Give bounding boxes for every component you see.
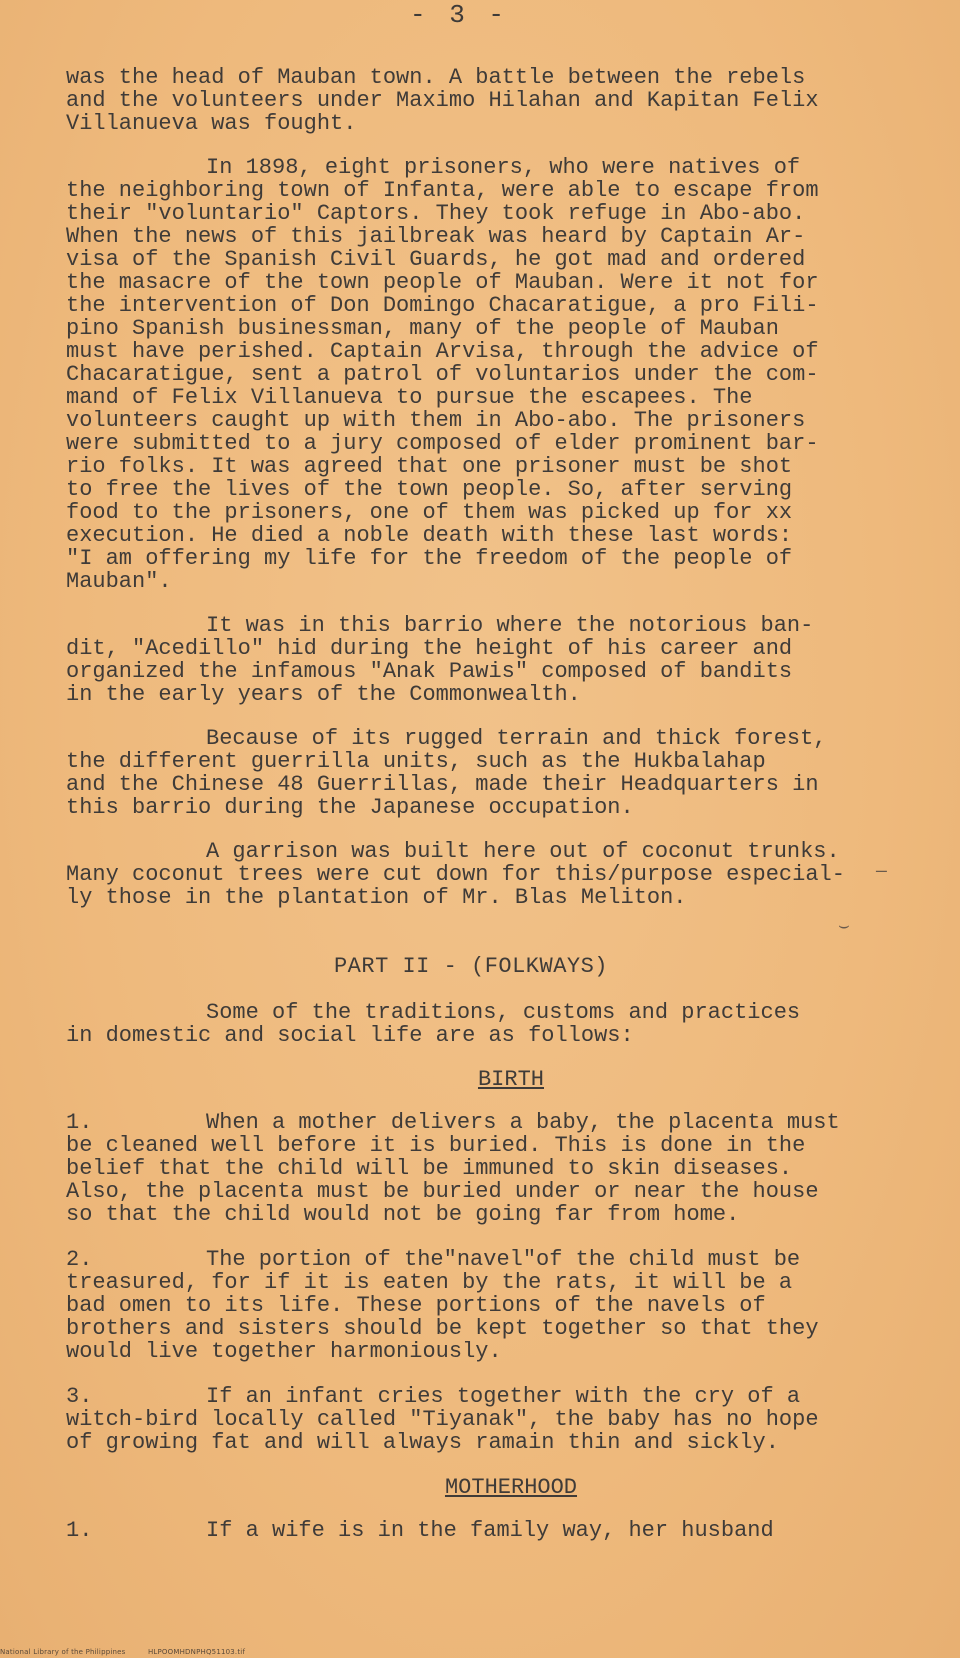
text-line: treasured, for if it is eaten by the rats, it will be a xyxy=(66,1270,793,1295)
text-line: witch-bird locally called "Tiyanak", the baby has no hope xyxy=(66,1407,819,1432)
text-line: volunteers caught up with them in Abo-abo. The prisoners xyxy=(66,408,806,433)
text-line: of growing fat and will always ramain thin and sickly. xyxy=(66,1430,779,1455)
text-line: and the volunteers under Maximo Hilahan and Kapitan Felix xyxy=(66,88,819,113)
text-line: ly those in the plantation of Mr. Blas Meliton. xyxy=(66,885,687,910)
item-number: 3. xyxy=(66,1384,93,1409)
text-line: mand of Felix Villanueva to pursue the escapees. The xyxy=(66,385,753,410)
text-line: was the head of Mauban town. A battle between the rebels xyxy=(66,65,806,90)
pen-mark: ⌣ xyxy=(838,917,850,937)
text-line: in domestic and social life are as follows: xyxy=(66,1023,634,1048)
item-number: 1. xyxy=(66,1518,93,1543)
text-line: In 1898, eight prisoners, who were natives of xyxy=(206,155,801,180)
text-line: pino Spanish businessman, many of the people of Mauban xyxy=(66,316,779,341)
text-line: in the early years of the Commonwealth. xyxy=(66,682,581,707)
list-item xyxy=(66,1385,896,1454)
text-line: When the news of this jailbreak was heard by Captain Ar- xyxy=(66,224,806,249)
list-item xyxy=(66,1519,896,1542)
footer-source: National Library of the Philippines xyxy=(0,1648,126,1656)
text-line: food to the prisoners, one of them was picked up for xx xyxy=(66,500,793,525)
paragraph xyxy=(66,156,896,593)
text-line: rio folks. It was agreed that one prisoner must be shot xyxy=(66,454,793,479)
section-heading-birth: BIRTH xyxy=(477,1067,544,1092)
section-heading-motherhood: MOTHERHOOD xyxy=(444,1475,578,1500)
text-line: When a mother delivers a baby, the placenta must xyxy=(206,1110,840,1135)
text-line: the neighboring town of Infanta, were able to escape from xyxy=(66,178,819,203)
text-line: Some of the traditions, customs and practices xyxy=(206,1000,801,1025)
paragraph xyxy=(66,840,896,909)
item-number: 1. xyxy=(66,1110,93,1135)
text-line: must have perished. Captain Arvisa, through the advice of xyxy=(66,339,819,364)
text-line: Many coconut trees were cut down for this/purpose especial- xyxy=(66,862,845,887)
text-line: Mauban". xyxy=(66,569,172,594)
text-line: It was in this barrio where the notorious ban- xyxy=(206,613,814,638)
text-line: would live together harmoniously. xyxy=(66,1339,502,1364)
text-line: Because of its rugged terrain and thick forest, xyxy=(206,726,827,751)
text-line: the different guerrilla units, such as the Hukbalahap xyxy=(66,749,766,774)
list-item xyxy=(66,1111,896,1226)
scan-footer xyxy=(0,1648,265,1656)
footer-filename: HLPOOMHDNPHQ51103.tif xyxy=(147,1648,246,1656)
text-line: If a wife is in the family way, her husband xyxy=(206,1518,774,1543)
text-line: execution. He died a noble death with these last words: xyxy=(66,523,793,548)
paragraph xyxy=(66,727,896,819)
document-body xyxy=(66,66,896,1564)
paragraph xyxy=(66,66,896,135)
text-line: "I am offering my life for the freedom of the people of xyxy=(66,546,793,571)
text-line: to free the lives of the town people. So, after serving xyxy=(66,477,793,502)
text-line: Chacaratigue, sent a patrol of voluntarios under the com- xyxy=(66,362,819,387)
text-line: The portion of the"navel"of the child must be xyxy=(206,1247,801,1272)
text-line: were submitted to a jury composed of elder prominent bar- xyxy=(66,431,819,456)
list-item xyxy=(66,1248,896,1363)
text-line: this barrio during the Japanese occupation. xyxy=(66,795,634,820)
pen-mark: — xyxy=(876,862,887,882)
text-line: belief that the child will be immuned to skin diseases. xyxy=(66,1156,793,1181)
text-line: If an infant cries together with the cry of a xyxy=(206,1384,801,1409)
text-line: bad omen to its life. These portions of the navels of xyxy=(66,1293,766,1318)
text-line: so that the child would not be going far from home. xyxy=(66,1202,740,1227)
text-line: organized the infamous "Anak Pawis" composed of bandits xyxy=(66,659,793,684)
page-number: - 3 - xyxy=(410,0,509,30)
text-line: A garrison was built here out of coconut trunks. xyxy=(206,839,840,864)
text-line: visa of the Spanish Civil Guards, he got mad and ordered xyxy=(66,247,806,272)
intro-paragraph xyxy=(66,1001,896,1047)
part-heading: PART II - (FOLKWAYS) xyxy=(333,954,609,979)
text-line: dit, "Acedillo" hid during the height of his career and xyxy=(66,636,793,661)
text-line: Villanueva was fought. xyxy=(66,111,357,136)
text-line: and the Chinese 48 Guerrillas, made their Headquarters in xyxy=(66,772,819,797)
text-line: the intervention of Don Domingo Chacaratigue, a pro Fili- xyxy=(66,293,819,318)
text-line: their "voluntario" Captors. They took refuge in Abo-abo. xyxy=(66,201,806,226)
text-line: Also, the placenta must be buried under or near the house xyxy=(66,1179,819,1204)
text-line: be cleaned well before it is buried. This is done in the xyxy=(66,1133,806,1158)
text-line: brothers and sisters should be kept together so that they xyxy=(66,1316,819,1341)
paragraph xyxy=(66,614,896,706)
text-line: the masacre of the town people of Mauban. Were it not for xyxy=(66,270,819,295)
item-number: 2. xyxy=(66,1247,93,1272)
